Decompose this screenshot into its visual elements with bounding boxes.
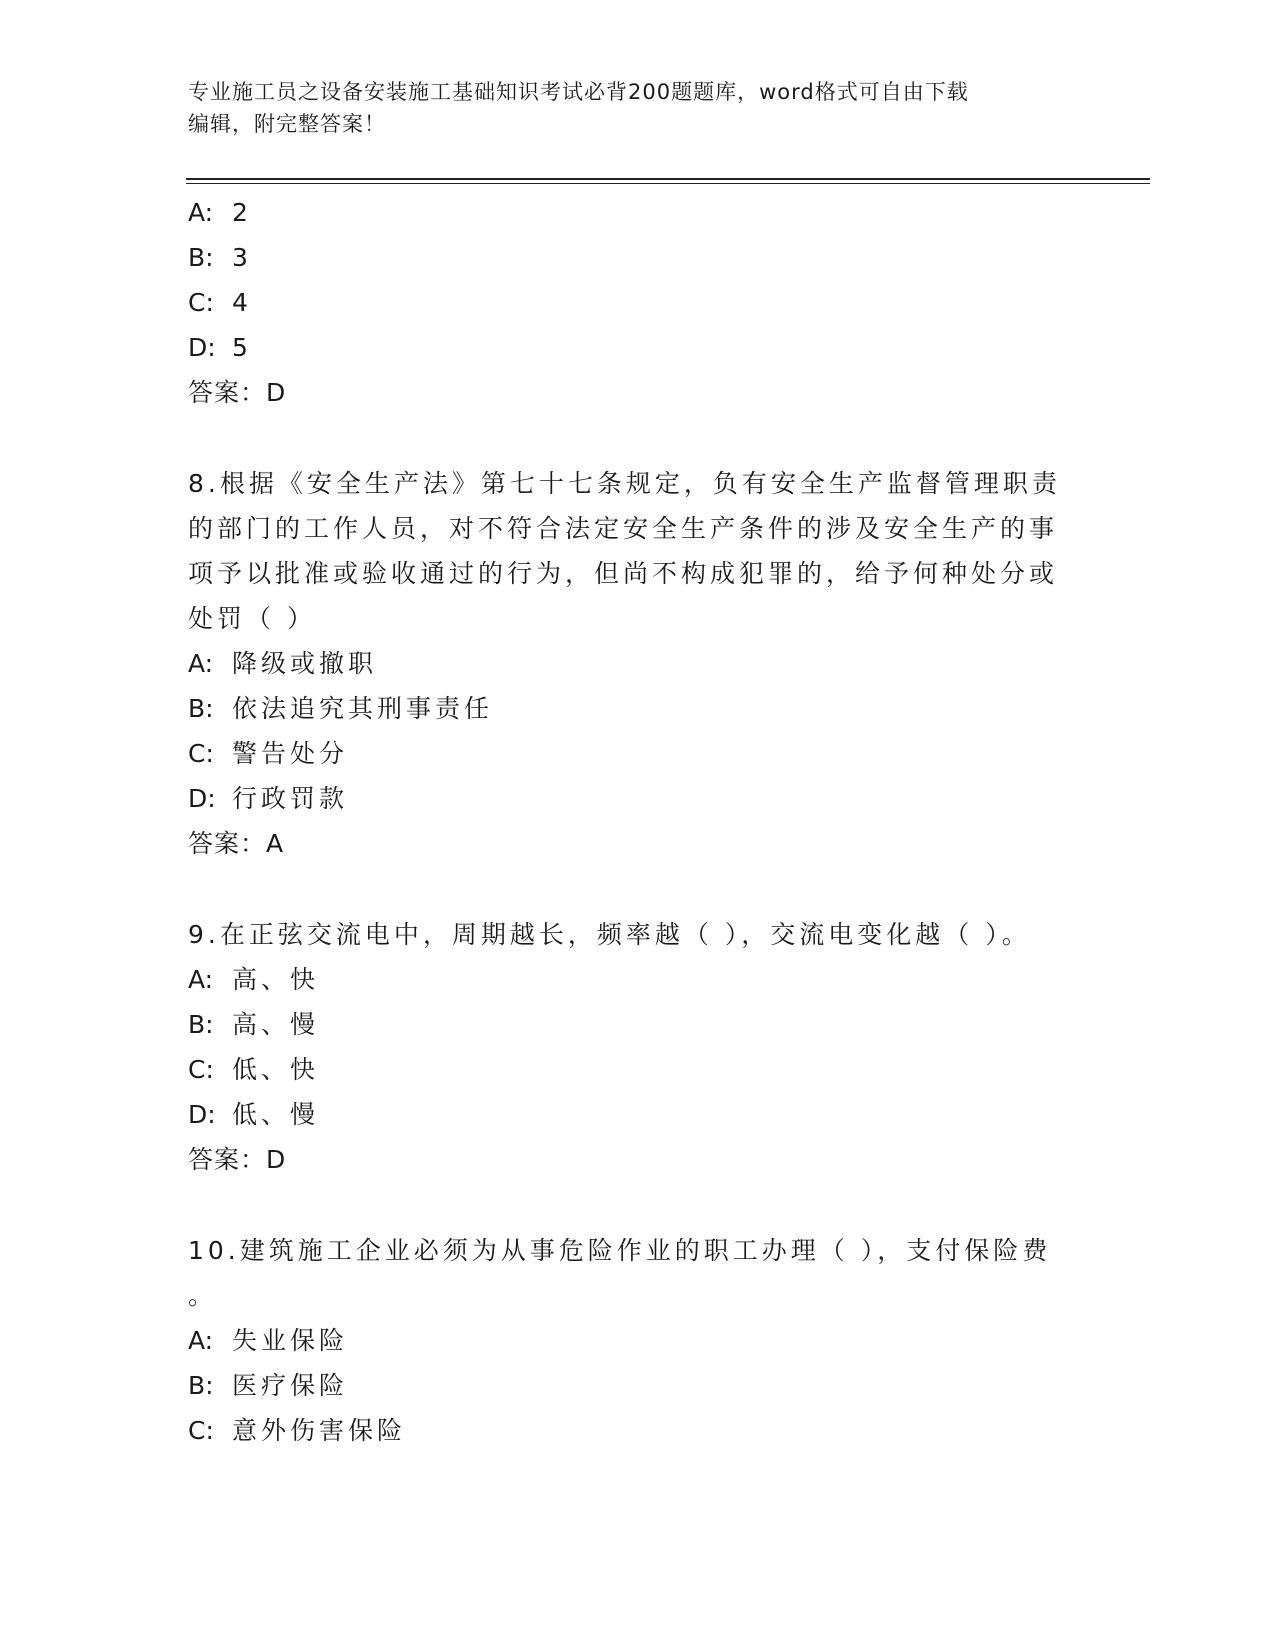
option-text: 低、快 <box>232 1055 320 1084</box>
answer-line: 答案：A <box>188 829 285 858</box>
header-title-line-1: 专业施工员之设备安装施工基础知识考试必背200题题库，word格式可自由下载 <box>188 80 969 104</box>
prev-question-block <box>188 190 1088 415</box>
option-d <box>188 1092 1088 1137</box>
option-key: B: <box>188 1371 214 1400</box>
option-key: A: <box>188 649 214 678</box>
question-text-line: 的部门的工作人员，对不符合法定安全生产条件的涉及安全生产的事 <box>188 514 1059 543</box>
option-text: 4 <box>232 288 252 317</box>
question-text-line: 处罚（ ） <box>188 604 316 633</box>
question-9-block <box>188 912 1088 1182</box>
option-key: B: <box>188 694 214 723</box>
option-b <box>188 1363 1088 1408</box>
answer-line: 答案：D <box>188 1145 287 1174</box>
option-key: D: <box>188 1100 216 1129</box>
header-divider-thick <box>186 178 1150 180</box>
header-divider-thin <box>186 183 1150 184</box>
option-a <box>188 641 1088 686</box>
option-key: A: <box>188 965 214 994</box>
question-text-line: 项予以批准或验收通过的行为，但尚不构成犯罪的，给予何种处分或 <box>188 559 1059 588</box>
document-header <box>188 76 1078 140</box>
option-c <box>188 280 1088 325</box>
option-key: B: <box>188 243 214 272</box>
option-key: B: <box>188 1010 214 1039</box>
option-text: 失业保险 <box>232 1326 349 1355</box>
option-c <box>188 1047 1088 1092</box>
option-c <box>188 1408 1088 1453</box>
question-text-line: 9.在正弦交流电中，周期越长，频率越（ ），交流电变化越（ ）。 <box>188 920 1031 949</box>
option-d <box>188 325 1088 370</box>
option-key: D: <box>188 784 216 813</box>
option-key: C: <box>188 288 214 317</box>
option-text: 意外伤害保险 <box>232 1416 407 1445</box>
option-text: 低、慢 <box>232 1100 320 1129</box>
option-b <box>188 686 1088 731</box>
option-text: 3 <box>232 243 252 272</box>
question-text-line: 。 <box>188 1281 218 1310</box>
option-key: C: <box>188 1055 214 1084</box>
option-a <box>188 957 1088 1002</box>
option-text: 行政罚款 <box>232 784 349 813</box>
option-d <box>188 776 1088 821</box>
question-text-line: 8.根据《安全生产法》第七十七条规定，负有安全生产监督管理职责 <box>188 469 1061 498</box>
option-a <box>188 1318 1088 1363</box>
option-key: C: <box>188 739 214 768</box>
option-key: A: <box>188 1326 214 1355</box>
option-text: 5 <box>232 333 252 362</box>
header-title-line-2: 编辑，附完整答案！ <box>188 112 386 136</box>
question-text-line: 10.建筑施工企业必须为从事危险作业的职工办理（ ），支付保险费 <box>188 1236 1052 1265</box>
option-key: C: <box>188 1416 214 1445</box>
option-key: D: <box>188 333 216 362</box>
option-text: 依法追究其刑事责任 <box>232 694 494 723</box>
question-8-block <box>188 461 1088 866</box>
option-text: 医疗保险 <box>232 1371 349 1400</box>
option-text: 2 <box>232 198 252 227</box>
option-text: 降级或撤职 <box>232 649 378 678</box>
answer-line: 答案：D <box>188 378 287 407</box>
option-a <box>188 190 1088 235</box>
option-key: A: <box>188 198 214 227</box>
option-c <box>188 731 1088 776</box>
option-text: 高、快 <box>232 965 320 994</box>
option-text: 警告处分 <box>232 739 349 768</box>
option-b <box>188 1002 1088 1047</box>
question-content <box>188 190 1088 1453</box>
option-b <box>188 235 1088 280</box>
option-text: 高、慢 <box>232 1010 320 1039</box>
question-10-block <box>188 1228 1088 1453</box>
